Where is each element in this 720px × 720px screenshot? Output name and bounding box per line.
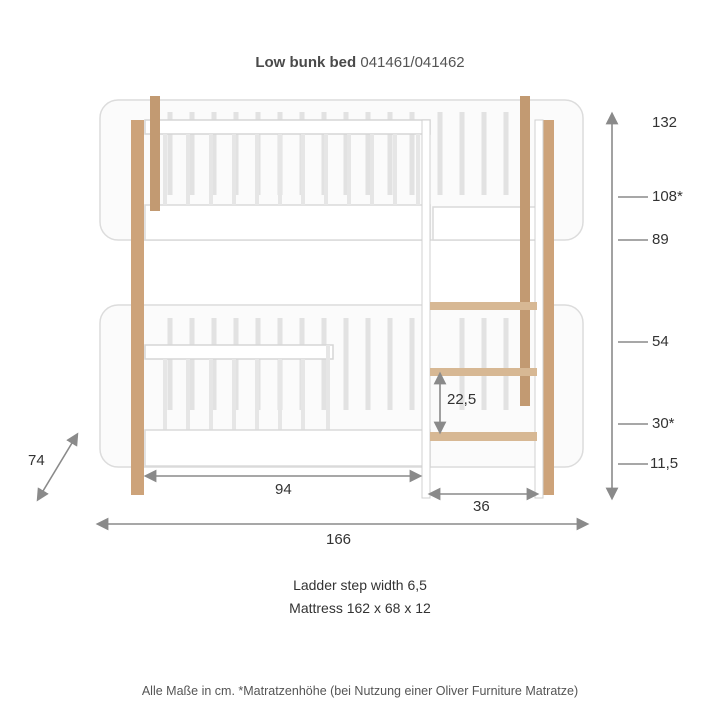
oak-post-right-back [520, 96, 530, 406]
dim-depth: 74 [28, 452, 45, 469]
note-step-width: Ladder step width 6,5 [293, 577, 427, 593]
dim-inner-length: 94 [275, 481, 292, 498]
dim-floor-clearance: 11,5 [650, 455, 679, 472]
upper-guard-rail [145, 120, 430, 134]
ladder-step-1 [430, 302, 537, 310]
product-codes: 041461/041462 [360, 54, 465, 71]
dim-ladder-width: 36 [473, 498, 490, 515]
dim-total-length: 166 [326, 531, 352, 548]
product-name: Low bunk bed [255, 54, 357, 71]
lower-guard-rail [145, 345, 333, 359]
dim-step-spacing: 22,5 [447, 391, 477, 408]
dim-lower-rail: 54 [652, 333, 669, 350]
dim-height-total: 132 [652, 114, 678, 131]
bunk-bed-illustration [100, 96, 583, 498]
oak-post-left-back [150, 96, 160, 211]
ladder-step-2 [430, 368, 537, 376]
lower-front-board [145, 430, 430, 466]
ladder-rail-left [422, 120, 430, 498]
dim-upper-mattress: 108* [652, 188, 683, 205]
upper-front-board [145, 205, 430, 240]
ladder-step-3 [430, 432, 537, 441]
dim-upper-rail: 89 [652, 231, 669, 248]
note-mattress: Mattress 162 x 68 x 12 [289, 600, 431, 616]
footer-note: Alle Maße in cm. *Matratzenhöhe (bei Nutzung einer Oliver Furniture Matratze) [141, 684, 579, 698]
depth-arrow [40, 438, 75, 496]
dim-lower-mattress: 30* [652, 415, 675, 432]
oak-post-left-front [131, 120, 144, 495]
